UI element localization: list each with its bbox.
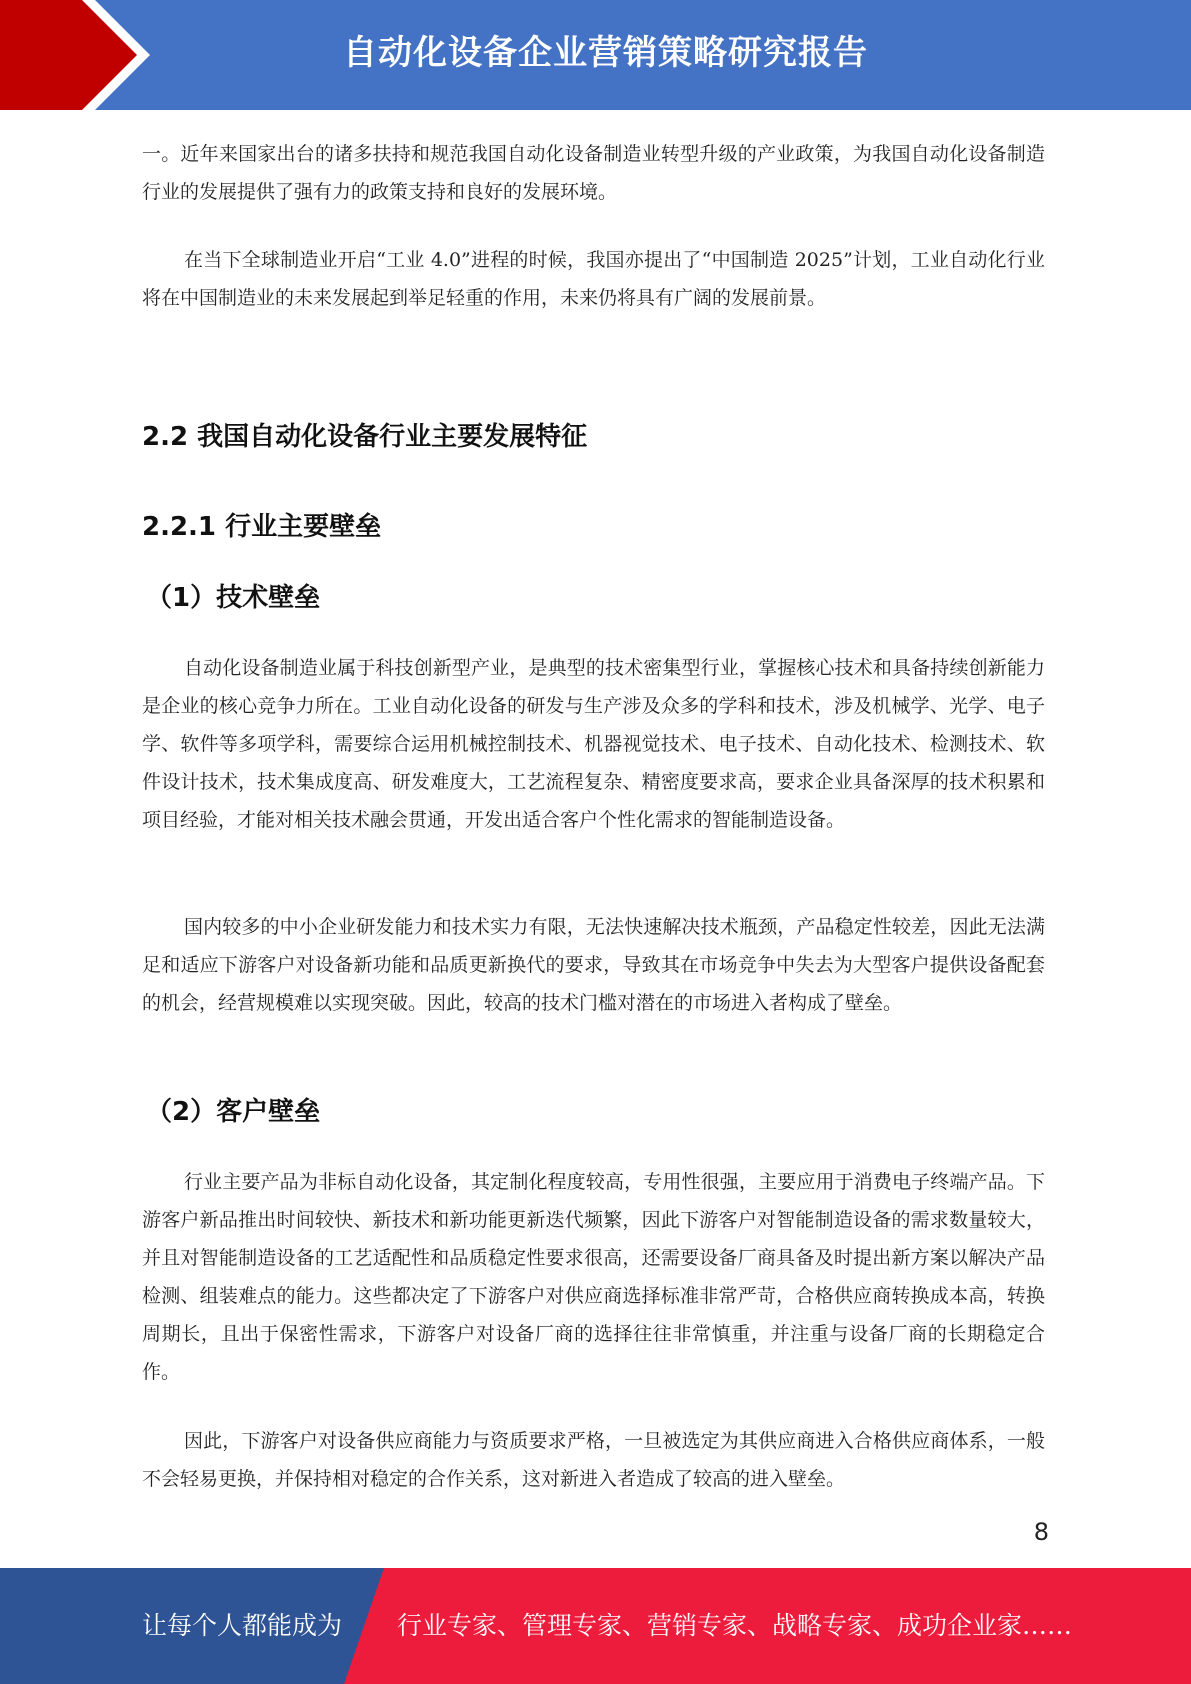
paragraph-industry-4: 在当下全球制造业开启“工业 4.0”进程的时候，我国亦提出了“中国制造 2025”计划，工业自动化行业将在中国制造业的未来发展起到举足轻重的作用，未来仍将具有广阔的发展前景。 bbox=[142, 249, 1045, 309]
section-heading: 2.2 我国自动化设备行业主要发展特征 bbox=[142, 422, 588, 452]
footer-slogan-right: 行业专家、管理专家、营销专家、战略专家、成功企业家…… bbox=[397, 1611, 1073, 1640]
page-header bbox=[0, 0, 1191, 110]
item-heading-tech-barrier: （1）技术壁垒 bbox=[146, 583, 321, 613]
paragraph-supplier-stability: 因此，下游客户对设备供应商能力与资质要求严格，一旦被选定为其供应商进入合格供应商体系，一般不会轻易更换，并保持相对稳定的合作关系，这对新进入者造成了较高的进入壁垒。 bbox=[142, 1430, 1045, 1490]
item-heading-customer-barrier: （2）客户壁垒 bbox=[146, 1097, 321, 1127]
page-footer bbox=[0, 1568, 1191, 1684]
paragraph-sme-capability: 国内较多的中小企业研发能力和技术实力有限，无法快速解决技术瓶颈，产品稳定性较差，因此无法满足和适应下游客户对设备新功能和品质更新换代的要求，导致其在市场竞争中失去为大型客户提供设备配套的机会，经营规模难以实现突破。因此，较高的技术门槛对潜在的市场进入者构成了壁垒。 bbox=[142, 916, 1045, 1014]
paragraph-policy: 一。近年来国家出台的诸多扶持和规范我国自动化设备制造业转型升级的产业政策，为我国自动化设备制造行业的发展提供了强有力的政策支持和良好的发展环境。 bbox=[142, 143, 1045, 203]
paragraph-tech-barrier: 自动化设备制造业属于科技创新型产业，是典型的技术密集型行业，掌握核心技术和具备持续创新能力是企业的核心竞争力所在。工业自动化设备的研发与生产涉及众多的学科和技术，涉及机械学、光学、电子学、软件等多项学科，需要综合运用机械控制技术、机器视觉技术、电子技术、自动化技术、检测技术、软件设计技术，技术集成度高、研发难度大，工艺流程复杂、精密度要求高，要求企业具备深厚的技术积累和项目经验，才能对相关技术融会贯通，开发出适合客户个性化需求的智能制造设备。 bbox=[142, 657, 1045, 831]
subsection-heading: 2.2.1 行业主要壁垒 bbox=[142, 512, 382, 542]
document-title: 自动化设备企业营销策略研究报告 bbox=[343, 33, 868, 73]
page-number: 8 bbox=[1033, 1518, 1049, 1546]
footer-slogan-left: 让每个人都能成为 bbox=[142, 1611, 343, 1640]
paragraph-customer-barrier: 行业主要产品为非标自动化设备，其定制化程度较高，专用性很强，主要应用于消费电子终端产品。下游客户新品推出时间较快、新技术和新功能更新迭代频繁，因此下游客户对智能制造设备的需求数量较大，并且对智能制造设备的工艺适配性和品质稳定性要求很高，还需要设备厂商具备及时提出新方案以解决产品检测、组装难点的能力。这些都决定了下游客户对供应商选择标准非常严苛，合格供应商转换成本高，转换周期长，且出于保密性需求，下游客户对设备厂商的选择往往非常慎重，并注重与设备厂商的长期稳定合作。 bbox=[142, 1171, 1045, 1383]
